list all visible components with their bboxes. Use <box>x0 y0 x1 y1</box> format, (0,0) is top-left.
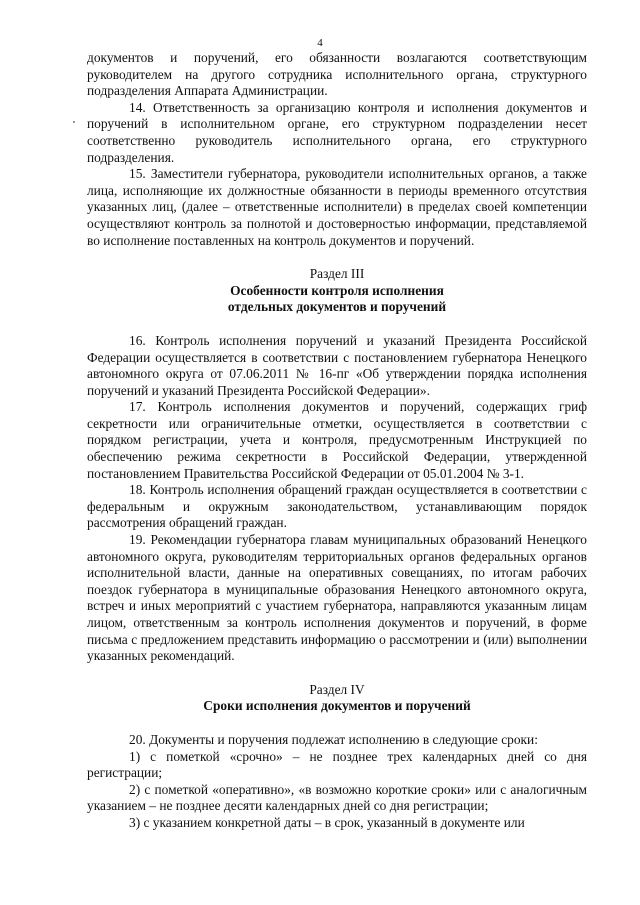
paragraph-18: 18. Контроль исполнения обращений граждан осуществляется в соответствии с федеральным и окружным законодательством, устанавливающим порядок рассмотрения обращений граждан. <box>87 482 587 531</box>
paragraph-14: 14. Ответственность за организацию контроля и исполнения документов и поручений в исполнительном органе, его структурном подразделении несет соответственно руководитель исполнительного органа, его структурного подразделения. <box>87 99 587 165</box>
list-item-3: 3) с указанием конкретной даты – в срок, указанный в документе или <box>129 814 525 830</box>
section-4-title: Сроки исполнения документов и поручений <box>203 698 471 714</box>
document-body <box>87 50 587 832</box>
section-3-title-line-1: Особенности контроля исполнения <box>230 282 444 298</box>
margin-mark <box>73 121 75 123</box>
section-heading-4 <box>87 682 587 715</box>
list-item-2: 2) с пометкой «оперативно», «в возможно короткие сроки» или с аналогичным указанием – не позднее десяти календарных дней со дня регистрации; <box>87 781 587 814</box>
paragraph-continuation: документов и поручений, его обязанности возлагаются соответствующим руководителем на другого сотрудника исполнительного органа, структурного подразделения Аппарата Администрации. <box>87 50 587 99</box>
paragraph-16: 16. Контроль исполнения поручений и указаний Президента Российской Федерации осуществляется в соответствии с постановлением губернатора Ненецкого автономного округа от 07.06.2011 № 16-пг «Об утверждении порядка исполнения поручений и указаний Президента Российской Федерации». <box>87 332 587 398</box>
section-4-label: Раздел IV <box>309 681 365 697</box>
paragraph-19: 19. Рекомендации губернатора главам муниципальных образований Ненецкого автономного округа, руководителям территориальных органов федеральных органов исполнительной власти, данные на оперативных совещаниях, по итогам рабочих поездок губернатора в муниципальные образования Ненецкого автономного округа, встреч и иных мероприятий с участием губернатора, направляются указанным лицам лицом, ответственным за контроль исполнения документов и поручений, в форме письма с предложением представить информацию о рассмотрении и (или) выполнении указанных рекомендаций. <box>87 532 587 664</box>
page-number: 4 <box>317 37 323 49</box>
paragraph-15: 15. Заместители губернатора, руководители исполнительных органов, а также лица, исполняющие их должностные обязанности в периоды временного отсутствия указанных лиц, (далее – ответственные исполнители) в пределах своей компетенции осуществляют контроль за полнотой и достоверностью информации, представляемой во исполнение поставленных на контроль документов и поручений. <box>87 166 587 248</box>
section-3-title-line-2: отдельных документов и поручений <box>227 299 447 315</box>
list-item-1: 1) с пометкой «срочно» – не позднее трех календарных дней со дня регистрации; <box>87 748 587 781</box>
paragraph-17: 17. Контроль исполнения документов и поручений, содержащих гриф секретности или ограничительные отметки, осуществляется в соответствии с порядком регистрации, учета и контроля, предусмотренным Инструкцией по обеспечению режима секретности в Российской Федерации, утвержденной постановлением Правительства Российской Федерации от 05.01.2004 № 3-1. <box>87 399 587 481</box>
paragraph-20: 20. Документы и поручения подлежат исполнению в следующие сроки: <box>129 731 538 747</box>
section-heading-3 <box>87 266 587 316</box>
section-3-label: Раздел III <box>309 266 365 282</box>
